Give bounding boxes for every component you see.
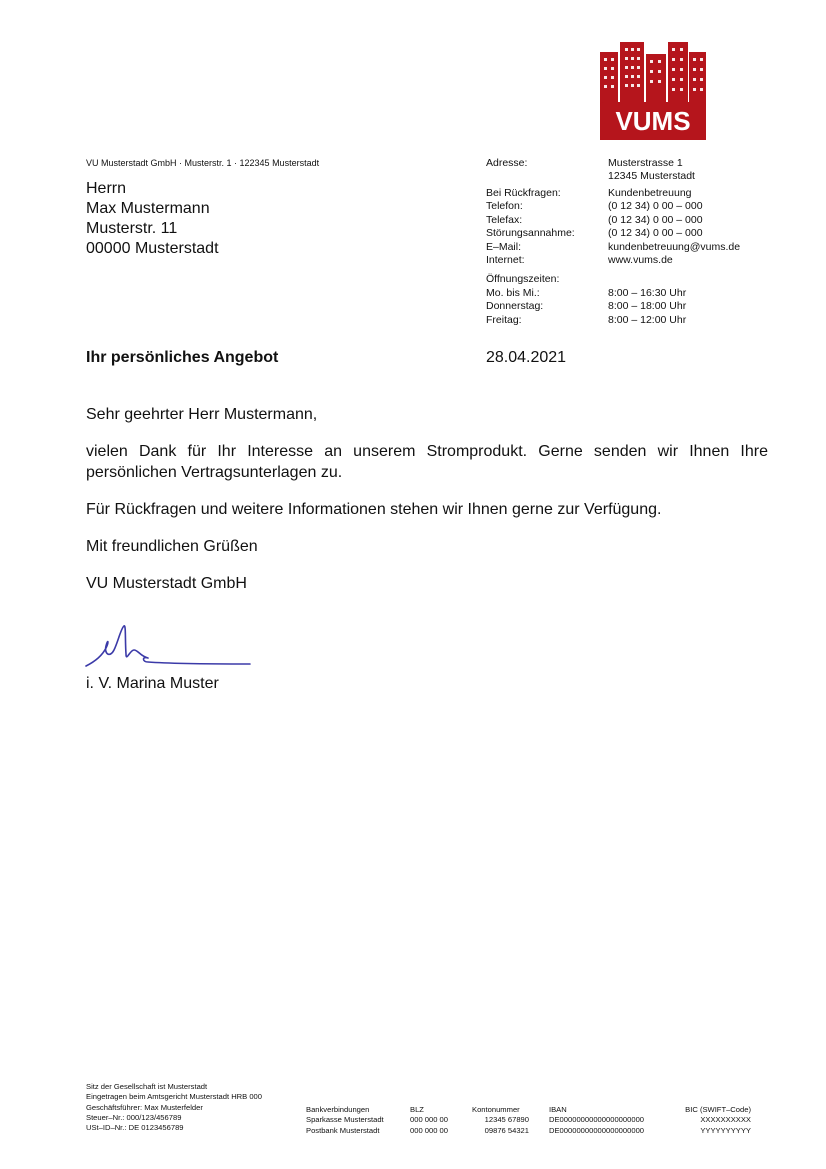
bank-konto: 09876 54321 — [484, 1125, 529, 1135]
info-label: Bei Rückfragen: — [486, 187, 561, 199]
info-label: Adresse: — [486, 157, 528, 169]
recipient-street: Musterstr. 11 — [86, 220, 178, 237]
footer-line: Geschäftsführer: Max Musterfelder — [86, 1102, 203, 1112]
info-row — [486, 254, 740, 267]
bank-konto: 12345 67890 — [484, 1115, 529, 1125]
bank-header-name: Bankverbindungen — [306, 1105, 370, 1114]
recipient-city: 00000 Musterstadt — [86, 240, 219, 257]
info-value — [608, 157, 695, 184]
bank-bic: XXXXXXXXXX — [700, 1115, 751, 1125]
info-label: Störungsannahme: — [486, 227, 575, 240]
bank-header-blz: BLZ — [410, 1105, 424, 1114]
info-value: (0 12 34) 0 00 – 000 — [608, 227, 703, 240]
info-label: Telefax: — [486, 213, 523, 226]
info-label: Mo. bis Mi.: — [486, 286, 540, 299]
info-value: (0 12 34) 0 00 – 000 — [608, 200, 703, 213]
footer-line: USt–ID–Nr.: DE 0123456789 — [86, 1123, 184, 1133]
recipient-salutation: Herrn — [86, 180, 127, 197]
footer-line: Eingetragen beim Amtsgericht Musterstadt HRB 000 — [86, 1092, 263, 1102]
hours-title: Öffnungszeiten: — [486, 273, 560, 286]
website-link[interactable]: www.vums.de — [608, 254, 673, 267]
contact-info-block — [486, 157, 740, 327]
info-row — [486, 187, 740, 200]
bank-header-konto: Kontonummer — [472, 1105, 520, 1114]
bank-blz: 000 000 00 — [410, 1115, 449, 1125]
info-row — [486, 214, 740, 227]
info-row — [486, 227, 740, 240]
logo-text: VUMS — [615, 106, 691, 136]
handwritten-signature — [84, 620, 252, 670]
letter-subject: Ihr persönliches Angebot — [86, 349, 279, 366]
body-paragraph: Für Rückfragen und weitere Informationen stehen wir Ihnen gerne zur Verfügung. — [86, 501, 662, 518]
footer-company-info — [86, 1082, 262, 1133]
bank-row — [306, 1115, 751, 1125]
bank-row — [306, 1126, 751, 1136]
footer-line: Sitz der Gesellschaft ist Musterstadt — [86, 1082, 208, 1091]
bank-blz: 000 000 00 — [410, 1125, 449, 1135]
recipient-address — [86, 179, 219, 259]
signer-name: i. V. Marina Muster — [86, 675, 219, 692]
bank-header-row — [306, 1105, 751, 1115]
address-line2: 12345 Musterstadt — [608, 170, 695, 183]
letter-body — [86, 404, 768, 610]
email-link[interactable]: kundenbetreuung@vums.de — [608, 240, 741, 253]
bank-iban: DE00000000000000000000 — [549, 1125, 645, 1135]
bank-iban: DE00000000000000000000 — [549, 1115, 645, 1125]
info-value: 8:00 – 16:30 Uhr — [608, 286, 687, 299]
info-row — [486, 200, 740, 213]
sender-line: VU Musterstadt GmbH · Musterstr. 1 · 122345 Musterstadt — [86, 158, 320, 168]
closing: Mit freundlichen Grüßen — [86, 538, 258, 555]
info-value: 8:00 – 12:00 Uhr — [608, 313, 687, 326]
recipient-name: Max Mustermann — [86, 200, 210, 217]
info-label: E–Mail: — [486, 240, 522, 253]
footer-line: Steuer–Nr.: 000/123/456789 — [86, 1112, 182, 1122]
info-row-address — [486, 157, 740, 184]
bank-header-iban: IBAN — [549, 1105, 567, 1114]
bank-details-table — [306, 1105, 751, 1136]
info-value: (0 12 34) 0 00 – 000 — [608, 213, 703, 226]
bank-name: Postbank Musterstadt — [306, 1125, 380, 1135]
info-value: Kundenbetreuung — [608, 187, 692, 199]
hours-row — [486, 287, 740, 300]
vums-logo — [598, 40, 708, 140]
info-row — [486, 241, 740, 254]
greeting: Sehr geehrter Herr Mustermann, — [86, 406, 318, 423]
bank-bic: YYYYYYYYYY — [700, 1125, 751, 1135]
address-line1: Musterstrasse 1 — [608, 157, 683, 169]
info-label: Internet: — [486, 254, 525, 267]
bank-name: Sparkasse Musterstadt — [306, 1115, 384, 1125]
hours-row — [486, 314, 740, 327]
letter-date: 28.04.2021 — [486, 349, 567, 366]
info-label: Telefon: — [486, 200, 523, 213]
company-name: VU Musterstadt GmbH — [86, 575, 247, 592]
info-label: Donnerstag: — [486, 300, 544, 313]
info-value: 8:00 – 18:00 Uhr — [608, 300, 687, 313]
hours-row — [486, 300, 740, 313]
info-label: Freitag: — [486, 313, 522, 326]
bank-header-bic: BIC (SWIFT–Code) — [685, 1105, 751, 1114]
body-paragraph: vielen Dank für Ihr Interesse an unserem Stromprodukt. Gerne senden wir Ihnen Ihre persönlichen Vertragsunterlagen zu. — [86, 443, 768, 481]
